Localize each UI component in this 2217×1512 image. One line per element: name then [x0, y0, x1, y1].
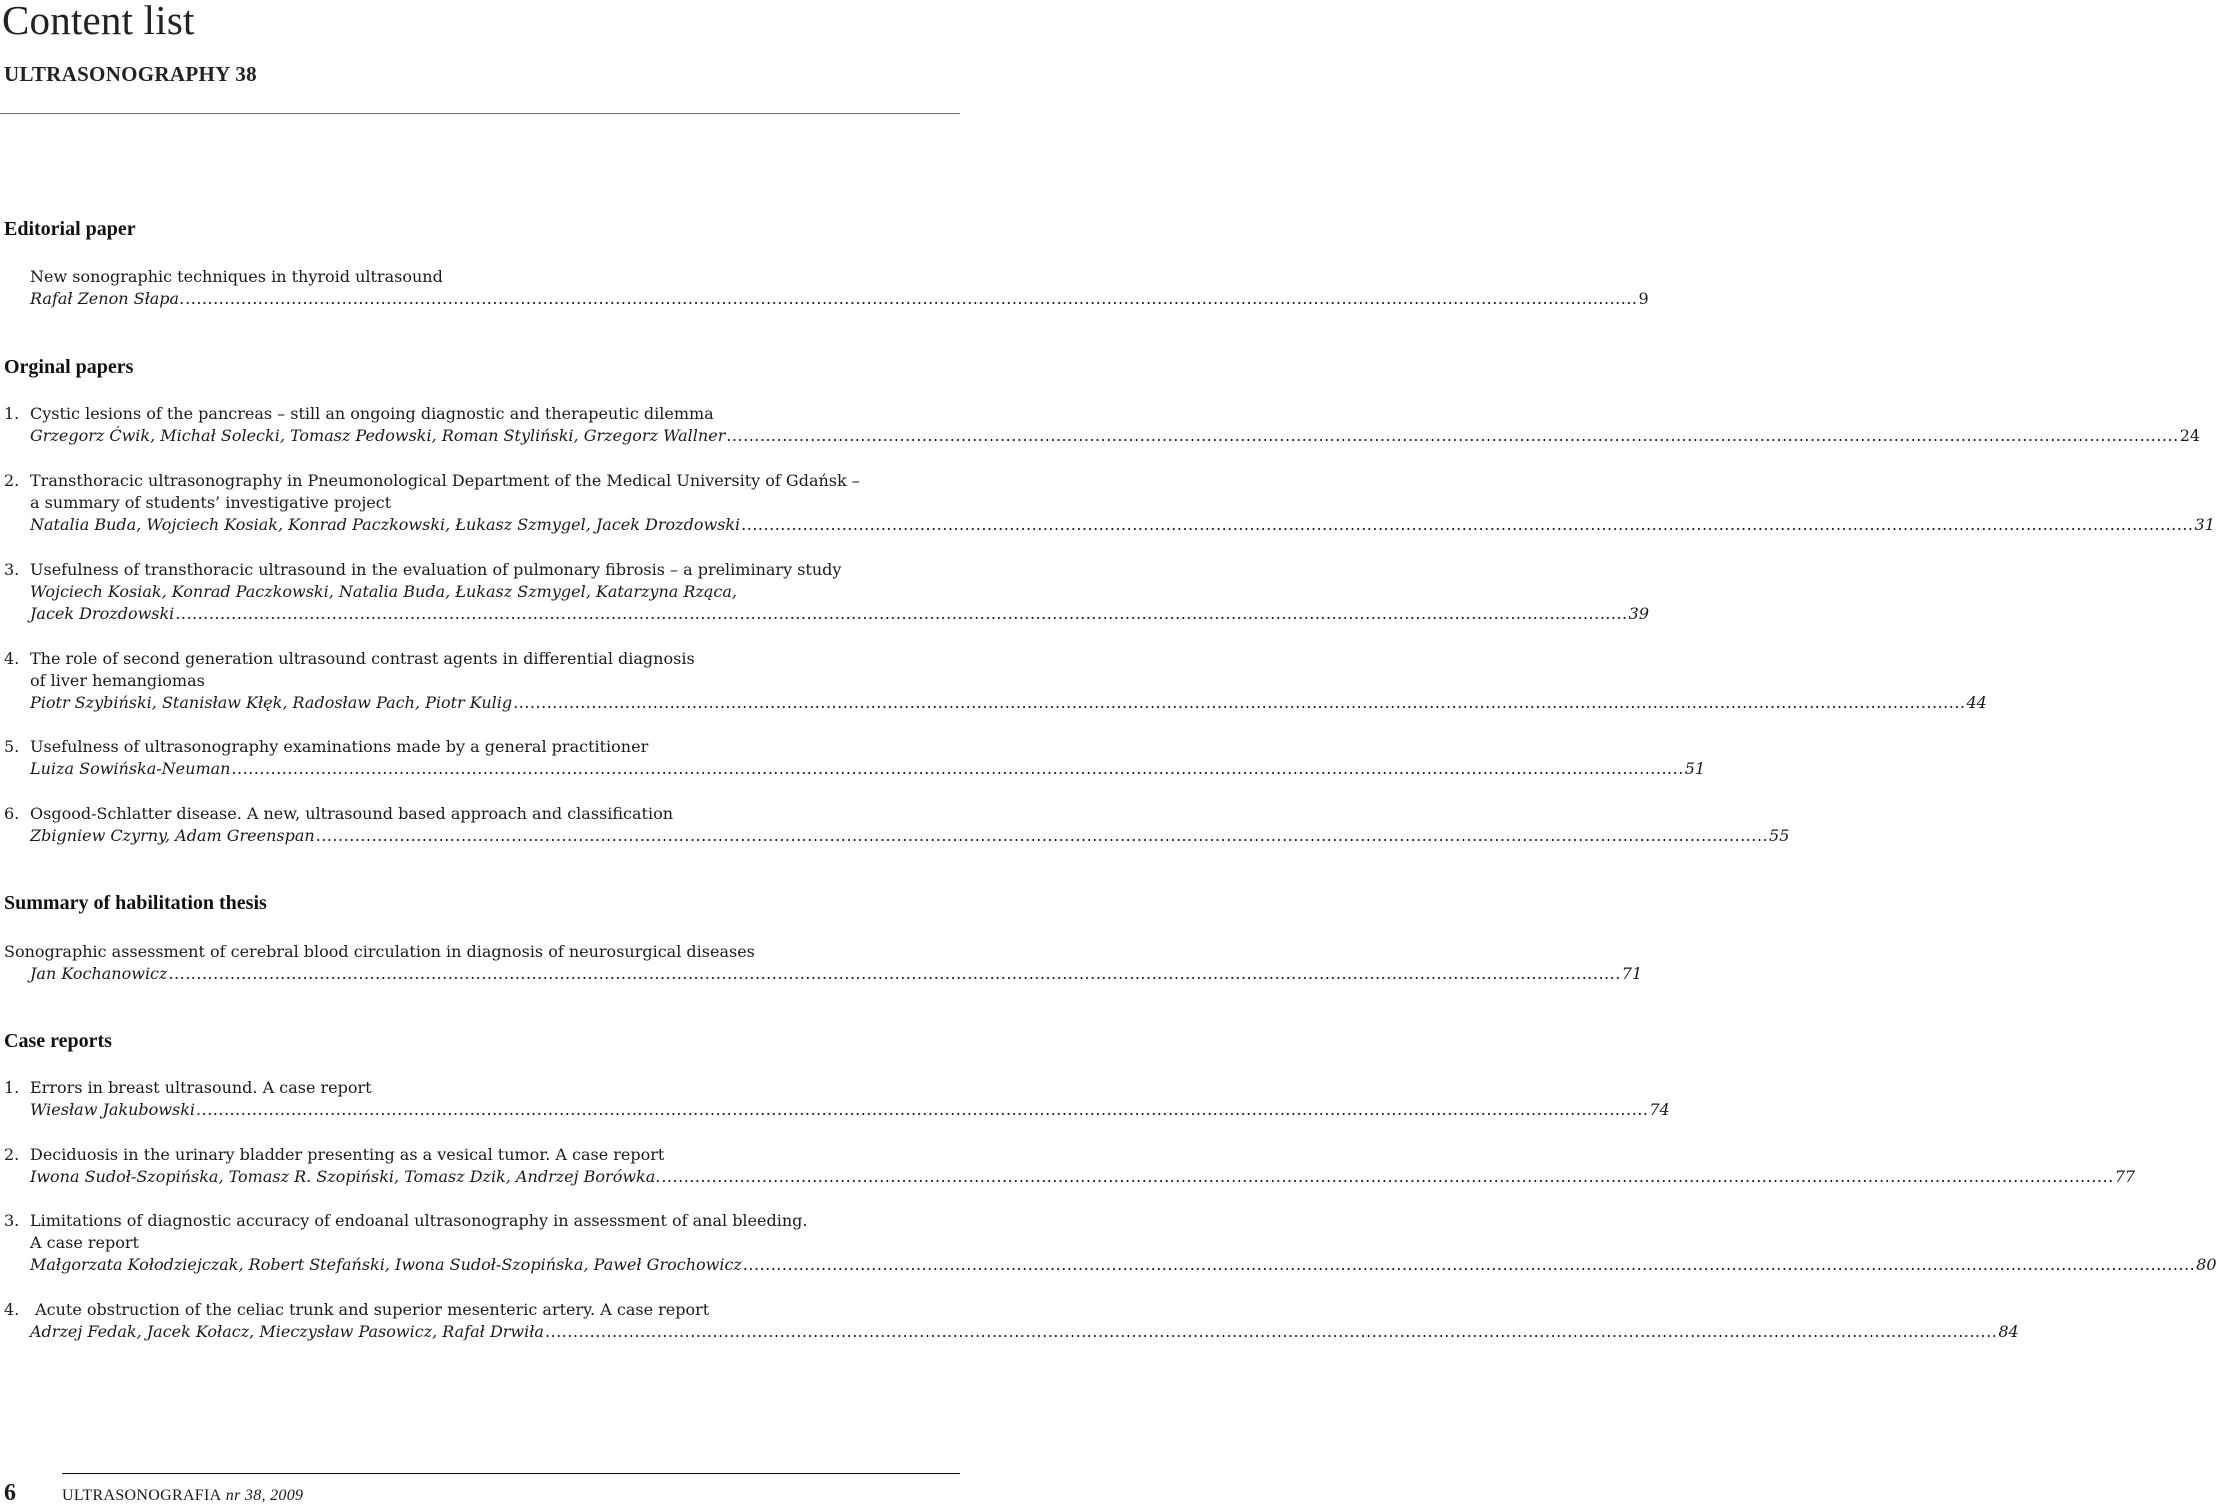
entry-page: 39 [1628, 604, 1649, 623]
entry-title: The role of second generation ultrasound contrast agents in differential diagnosis [30, 649, 695, 668]
entry-number: 4. [4, 1300, 20, 1319]
entry-authors: Luiza Sowińska-Neuman [30, 759, 231, 778]
leader-dots: .................................................................................................................................................................................................................................................................... [513, 693, 1966, 712]
leader-dots: .................................................................................................................................................................................................................................................................... [661, 1167, 2114, 1186]
leader-dots: .................................................................................................................................................................................................................................................................... [231, 759, 1684, 778]
entry-authors: Adrzej Fedak, Jacek Kołacz, Mieczysław Pasowicz, Rafał Drwiła [30, 1322, 544, 1341]
section-heading-editorial: Editorial paper [4, 218, 136, 240]
entry-authors-row [4, 1166, 2136, 1188]
footer-page-number: 6 [4, 1480, 16, 1506]
entry-number: 2. [4, 1145, 20, 1164]
entry-authors-row [4, 1321, 2019, 1343]
header-divider [0, 113, 960, 114]
entry-authors: Rafał Zenon Słapa. [30, 289, 185, 308]
leader-dots: .................................................................................................................................................................................................................................................................... [726, 426, 2179, 445]
entry-authors-row [4, 825, 1790, 847]
entry-title: Osgood-Schlatter disease. A new, ultrasound based approach and classification [30, 804, 674, 823]
toc-entry-case-2[interactable] [4, 1144, 2136, 1188]
entry-authors-row [4, 514, 2215, 536]
section-heading-original: Orginal papers [4, 356, 134, 378]
entry-title: Usefulness of ultrasonography examinations made by a general practitioner [30, 737, 649, 756]
entry-title-cont: A case report [30, 1233, 139, 1252]
entry-number: 6. [4, 804, 20, 823]
leader-dots: .................................................................................................................................................................................................................................................................... [315, 826, 1769, 845]
entry-authors-row [4, 603, 1649, 625]
toc-entry-editorial-1[interactable] [4, 266, 1649, 310]
leader-dots: .................................................................................................................................................................................................................................................................... [168, 964, 1621, 983]
entry-page: 24 [2179, 426, 2201, 445]
footer-journal-name: ULTRASONOGRAFIA [62, 1487, 222, 1504]
page-title: Content list [2, 0, 195, 43]
entry-authors: Wiesław Jakubowski [30, 1100, 196, 1119]
toc-entry-original-4[interactable] [4, 648, 1987, 714]
entry-title: Deciduosis in the urinary bladder presenting as a vesical tumor. A case report [30, 1145, 665, 1164]
entry-page: 9 [1638, 289, 1649, 308]
entry-authors: Iwona Sudoł-Szopińska, Tomasz R. Szopiński, Tomasz Dzik, Andrzej Borówka. [30, 1167, 661, 1186]
leader-dots: .................................................................................................................................................................................................................................................................... [742, 1255, 2196, 1274]
toc-entry-original-1[interactable] [4, 403, 2201, 447]
entry-number: 2. [4, 471, 20, 490]
entry-authors-row [4, 1099, 1670, 1121]
toc-entry-habilitation-1[interactable] [4, 941, 1643, 985]
entry-title-cont: a summary of students’ investigative project [30, 493, 392, 512]
entry-authors-row [4, 758, 1706, 780]
leader-dots: .................................................................................................................................................................................................................................................................... [741, 515, 2194, 534]
entry-page: 77 [2114, 1167, 2136, 1186]
entry-page: 74 [1649, 1100, 1670, 1119]
leader-dots: .................................................................................................................................................................................................................................................................... [196, 1100, 1649, 1119]
entry-authors: Zbigniew Czyrny, Adam Greenspan [30, 826, 315, 845]
leader-dots: .................................................................................................................................................................................................................................................................... [544, 1322, 1998, 1341]
entry-authors-row [4, 963, 1643, 985]
section-heading-habilitation: Summary of habilitation thesis [4, 892, 267, 914]
entry-authors: Małgorzata Kołodziejczak, Robert Stefański, Iwona Sudoł-Szopińska, Paweł Grochowicz [30, 1255, 742, 1274]
toc-entry-original-5[interactable] [4, 736, 1706, 780]
toc-entry-original-3[interactable] [4, 559, 1649, 625]
entry-authors: Natalia Buda, Wojciech Kosiak, Konrad Paczkowski, Łukasz Szmygel, Jacek Drozdowski [30, 515, 741, 534]
toc-entry-case-4[interactable] [4, 1299, 2019, 1343]
entry-title-cont: of liver hemangiomas [30, 671, 205, 690]
entry-number: 3. [4, 560, 20, 579]
toc-entry-original-6[interactable] [4, 803, 1790, 847]
entry-number: 1. [4, 404, 20, 423]
leader-dots: .................................................................................................................................................................................................................................................................... [175, 604, 1628, 623]
toc-entry-case-1[interactable] [4, 1077, 1670, 1121]
toc-entry-original-2[interactable] [4, 470, 2215, 536]
entry-page: 84 [1998, 1322, 2019, 1341]
entry-authors: Jacek Drozdowski [30, 604, 175, 623]
entry-page: 51 [1684, 759, 1706, 778]
entry-authors: Jan Kochanowicz [30, 964, 168, 983]
entry-page: 71 [1621, 964, 1643, 983]
entry-number: 5. [4, 737, 20, 756]
section-heading-case-reports: Case reports [4, 1030, 112, 1052]
entry-title: Usefulness of transthoracic ultrasound in the evaluation of pulmonary fibrosis – a preliminary study [30, 560, 842, 579]
entry-title: Sonographic assessment of cerebral blood circulation in diagnosis of neurosurgical diseases [4, 942, 755, 961]
entry-page: 55 [1769, 826, 1790, 845]
entry-title: Limitations of diagnostic accuracy of endoanal ultrasonography in assessment of anal bleeding. [30, 1211, 808, 1230]
entry-title: Errors in breast ultrasound. A case report [30, 1078, 372, 1097]
entry-page: 80 [2196, 1255, 2217, 1274]
entry-page: 44 [1966, 693, 1987, 712]
entry-number: 4. [4, 649, 20, 668]
entry-authors: Grzegorz Ćwik, Michał Solecki, Tomasz Pedowski, Roman Styliński, Grzegorz Wallner [30, 426, 726, 445]
entry-title: New sonographic techniques in thyroid ultrasound [30, 267, 443, 286]
entry-authors-row [4, 288, 1649, 310]
footer-issue: nr 38, 2009 [221, 1487, 304, 1504]
toc-entry-case-3[interactable] [4, 1210, 2217, 1276]
leader-dots: .................................................................................................................................................................................................................................................................... [185, 289, 1638, 308]
footer-journal [62, 1487, 303, 1505]
entry-authors-pre: Wojciech Kosiak, Konrad Paczkowski, Natalia Buda, Łukasz Szmygel, Katarzyna Rząca, [30, 582, 737, 601]
entry-page: 31 [2194, 515, 2215, 534]
entry-title: Acute obstruction of the celiac trunk and superior mesenteric artery. A case report [30, 1300, 710, 1319]
entry-authors: Piotr Szybiński, Stanisław Kłęk, Radosław Pach, Piotr Kulig [30, 693, 513, 712]
entry-title: Transthoracic ultrasonography in Pneumonological Department of the Medical University of Gdańsk – [30, 471, 860, 490]
entry-number: 1. [4, 1078, 20, 1097]
entry-authors-row [4, 692, 1987, 714]
entry-authors-row [4, 1254, 2217, 1276]
footer-divider [62, 1473, 960, 1474]
page-subtitle: ULTRASONOGRAPHY 38 [4, 62, 257, 86]
entry-number: 3. [4, 1211, 20, 1230]
entry-title: Cystic lesions of the pancreas – still an ongoing diagnostic and therapeutic dilemma [30, 404, 714, 423]
entry-authors-row [4, 425, 2201, 447]
